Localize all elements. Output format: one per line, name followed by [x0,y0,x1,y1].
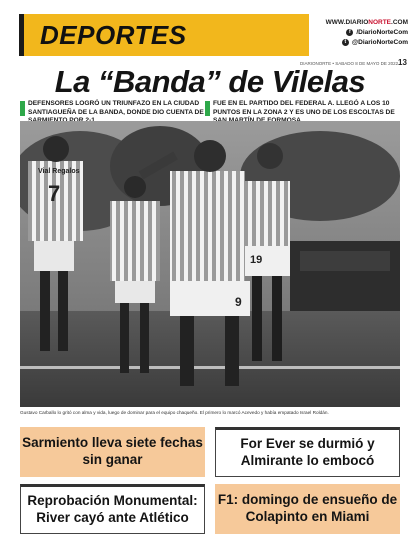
twitter-handle[interactable]: t @DiarioNorteCom [318,38,408,48]
section-header [0,14,420,67]
facebook-icon: f [346,29,353,36]
section-title: DEPORTES [40,20,187,50]
dateline: DIARIONORTE • SABADO 8 DE MAYO DE 2022 [300,61,399,66]
section-band [19,14,309,56]
summary-right: FUE EN EL PARTIDO DEL FEDERAL A. LLEGÓ A LOS 10 PUNTOS EN LA ZONA 2 Y ES UNO DE LOS ESCOLTAS DE [205,100,405,126]
teaser-sarmiento[interactable]: Sarmiento lleva siete fechas sin ganar [20,427,205,477]
photo-caption: Gustavo Carballo lo gritó con alma y vida, luego de dominar para el equipo chaqueño. El primero lo marcó Acevedo y había empatado Israel Roldán. [20,410,329,415]
page-number: 13 [398,58,407,67]
photo-illustration [20,121,400,407]
shirt-number-left: 7 [48,181,61,206]
facebook-handle[interactable]: f /DiarioNorteCom [318,28,408,38]
main-photo [20,121,400,407]
teaser-river[interactable]: Reprobación Monumental: River cayó ante Atlético [20,484,205,534]
twitter-icon: t [342,39,349,46]
site-url[interactable]: WWW.DIARIONORTE.COM [325,19,408,26]
teaser-colapinto[interactable]: F1: domingo de ensueño de Colapinto en Miami [215,484,400,534]
shirt-sponsor-text: Vial Regalos [38,168,80,175]
headline: La “Banda” de Vilelas [54,64,366,99]
teaser-for-ever[interactable]: For Ever se durmió y Almirante lo embocó [215,427,400,477]
summary-marker [20,101,25,116]
summary-left: DEFENSORES LOGRÓ UN TRIUNFAZO EN LA CIUDAD SANTIAGUEÑA DE LA BANDA, DONDE DIO CUENTA DE [20,100,208,126]
shorts-number-right: 19 [250,254,263,266]
brand-block [318,18,408,47]
summary-marker [205,101,210,116]
shorts-number-center: 9 [235,295,242,309]
